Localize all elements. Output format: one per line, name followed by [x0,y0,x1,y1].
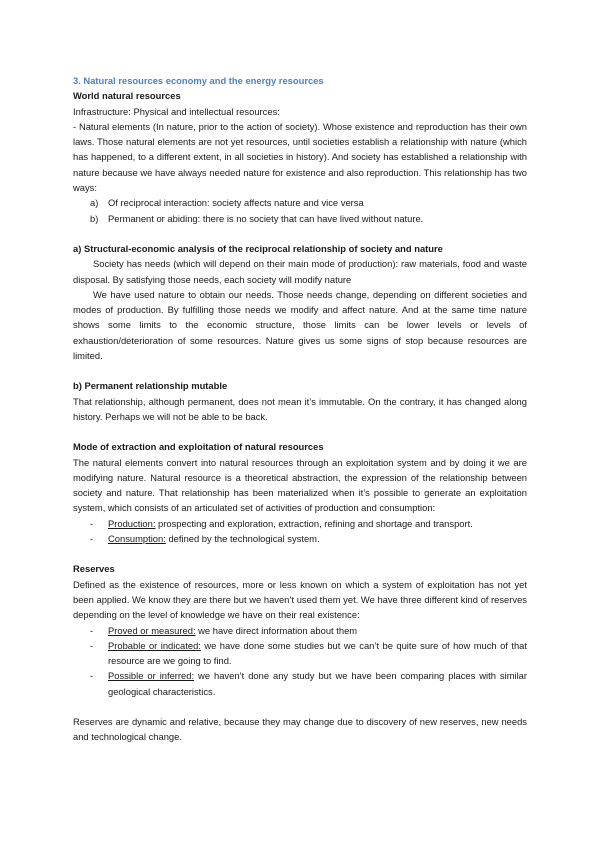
list-item [73,516,527,531]
list-item-desc: we have done some studies but we can’t be quite sure of how much of that resource are we going to find. [108,639,527,667]
list-item-label: Consumption: [108,533,166,545]
list-item-label: Probable or indicated: [108,639,201,651]
structural-paragraph-2: We have used nature to obtain our needs. Those needs change, depending on different societies and modes of production. By fulfilling those needs we modify and affect nature. And at the same time nature shows some limits to the economic structure, those limits can be lower levels or levels of exhaustion/deterioration of some resources. Nature gives us some signs of stop because resources are limited. [73,288,527,362]
reserves-items-list [73,623,527,699]
list-item-text [108,623,527,638]
reserves-paragraph: Defined as the existence of resources, more or less known on which a system of exploitation has not yet been applied. We know they are there but we haven’t used them yet. We have three different kind of reserves depending on the level of knowledge we have on their real existence: [73,578,527,621]
list-marker: - [90,624,94,636]
world-heading: World natural resources [73,90,181,102]
list-marker: - [90,517,94,529]
list-item-label: Proved or measured: [108,624,196,636]
list-item-desc: we haven’t done any study but we have been comparing places with similar geological characteristics. [108,670,528,697]
list-item-label: Possible or inferred: [108,670,195,682]
list-item-text: Of reciprocal interaction: society affects nature and vice versa [108,197,364,209]
list-item-desc: prospecting and exploration, extraction, refining and shortage and transport. [155,517,473,529]
list-item-text [108,638,527,669]
list-marker: - [90,639,94,651]
list-marker: - [90,670,94,682]
document-body [73,73,527,745]
list-item-desc: defined by the technological system. [165,533,320,545]
relationship-ways-list [73,195,527,226]
infrastructure-line: Infrastructure: Physical and intellectual resources: [73,105,280,117]
list-item-text [108,516,527,531]
reserves-heading: Reserves [73,563,115,575]
list-item [73,623,527,638]
mode-items-list [73,516,527,547]
permanent-heading: b) Permanent relationship mutable [73,380,228,392]
list-item [73,638,527,669]
list-item [73,211,527,226]
list-item [73,195,527,210]
natural-elements-paragraph: - Natural elements (In nature, prior to the action of society). Whose existence and reproduction has their own laws. Those natural elements are not yet resources, until societies establish a relationship with nature (which has happened, to a different extent, in all societies in history). And society has established a relationship with nature because we have always needed nature for existence and also reproduction. This relationship has two ways: [73,120,527,194]
list-item [73,668,527,699]
permanent-paragraph: That relationship, although permanent, does not mean it’s immutable. On the contrary, it has changed along history. Perhaps we will not be able to be back. [73,395,527,422]
structural-paragraph-1: Society has needs (which will depend on their main mode of production): raw materials, food and waste disposal. By satisfying those needs, each society will modify nature [73,258,527,285]
reserves-closing-paragraph: Reserves are dynamic and relative, because they may change due to discovery of new reserves, new needs and technological change. [73,715,527,743]
list-item-text [108,668,527,699]
list-marker: - [90,533,94,545]
list-item-text: Permanent or abiding: there is no society that can have lived without nature. [108,212,424,224]
list-item-desc: we have direct information about them [195,624,358,636]
list-item-label: Production: [108,517,156,529]
mode-paragraph: The natural elements convert into natural resources through an exploitation system and by doing it we are modifying nature. Natural resource is a theoretical abstraction, the expression of the relationship between society and nature. That relationship has been materialized when it’s possible to generate an exploitation system, which consists of an articulated set of activities of production and consumption: [73,456,527,514]
list-item [73,531,527,546]
mode-heading: Mode of extraction and exploitation of natural resources [73,441,324,453]
list-marker: a) [90,197,99,209]
section-title: 3. Natural resources economy and the energy resources [73,75,324,86]
list-marker: b) [90,212,99,224]
structural-heading: a) Structural-economic analysis of the reciprocal relationship of society and nature [73,242,443,254]
list-item-text [108,531,527,546]
